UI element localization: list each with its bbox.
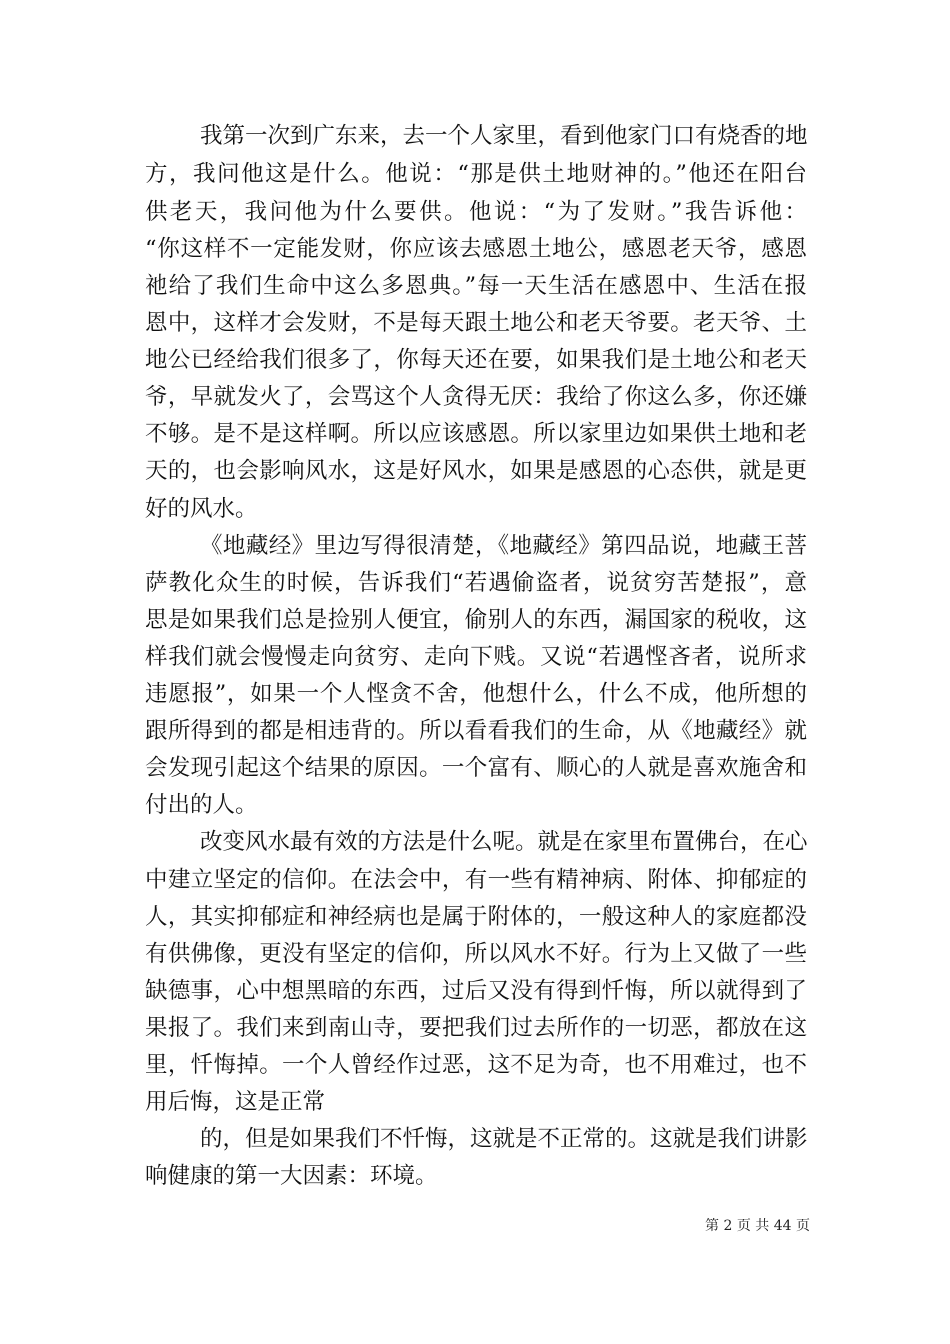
- paragraph-1-line-8: 爷，早就发火了，会骂这个人贪得无厌：我给了你这么多，你还嫌: [145, 384, 807, 410]
- paragraph-1-line-3: 供老天，我问他为什么要供。他说：“为了发财。”我告诉他：: [145, 199, 807, 225]
- paragraph-2-line-4: 样我们就会慢慢走向贫穷、走向下贱。又说“若遇悭吝者，说所求: [145, 644, 807, 670]
- paragraph-2-line-7: 会发现引起这个结果的原因。一个富有、顺心的人就是喜欢施舍和: [145, 755, 807, 781]
- paragraph-2-line-2: 萨教化众生的时候，告诉我们“若遇偷盗者，说贫穷苦楚报”，意: [145, 570, 807, 596]
- paragraph-1-line-11: 好的风水。: [145, 496, 258, 522]
- paragraph-1-line-7: 地公已经给我们很多了，你每天还在要，如果我们是土地公和老天: [145, 347, 807, 373]
- paragraph-4-line-2: 响健康的第一大因素：环境。: [145, 1163, 438, 1189]
- paragraph-4-line-1: 的，但是如果我们不忏悔，这就是不正常的。这就是我们讲影: [200, 1126, 808, 1152]
- paragraph-3-line-1: 改变风水最有效的方法是什么呢。就是在家里布置佛台，在心: [200, 829, 808, 855]
- paragraph-3-line-4: 有供佛像，更没有坚定的信仰，所以风水不好。行为上又做了一些: [145, 941, 807, 967]
- paragraph-3-line-3: 人，其实抑郁症和神经病也是属于附体的，一般这种人的家庭都没: [145, 904, 807, 930]
- paragraph-3-line-5: 缺德事，心中想黑暗的东西，过后又没有得到忏悔，所以就得到了: [145, 978, 807, 1004]
- paragraph-1-line-1: 我第一次到广东来，去一个人家里，看到他家门口有烧香的地: [200, 123, 808, 149]
- paragraph-3-line-7: 里，忏悔掉。一个人曾经作过恶，这不足为奇，也不用难过，也不: [145, 1052, 807, 1078]
- paragraph-1-line-9: 不够。是不是这样啊。所以应该感恩。所以家里边如果供土地和老: [145, 421, 807, 447]
- paragraph-2-line-8: 付出的人。: [145, 792, 258, 818]
- paragraph-1-line-6: 恩中，这样才会发财，不是每天跟土地公和老天爷要。老天爷、土: [145, 310, 807, 336]
- paragraph-1-line-10: 天的，也会影响风水，这是好风水，如果是感恩的心态供，就是更: [145, 458, 807, 484]
- paragraph-2-line-1: 《地藏经》里边写得很清楚，《地藏经》第四品说，地藏王菩: [200, 533, 807, 559]
- paragraph-1-line-4: “你这样不一定能发财，你应该去感恩土地公，感恩老天爷，感恩: [145, 236, 807, 262]
- paragraph-2-line-6: 跟所得到的都是相违背的。所以看看我们的生命，从《地藏经》就: [145, 718, 807, 744]
- paragraph-1-line-2: 方，我问他这是什么。他说：“那是供土地财神的。”他还在阳台: [145, 161, 807, 187]
- paragraph-3-line-6: 果报了。我们来到南山寺，要把我们过去所作的一切恶，都放在这: [145, 1015, 807, 1041]
- page-number-footer: 第 2 页 共 44 页: [705, 1218, 810, 1234]
- paragraph-3-line-8: 用后悔，这是正常: [145, 1089, 326, 1115]
- paragraph-3-line-2: 中建立坚定的信仰。在法会中，有一些有精神病、附体、抑郁症的: [145, 867, 807, 893]
- paragraph-2-line-3: 思是如果我们总是捡别人便宜，偷别人的东西，漏国家的税收，这: [145, 607, 807, 633]
- paragraph-1-line-5: 祂给了我们生命中这么多恩典。”每一天生活在感恩中、生活在报: [145, 273, 807, 299]
- paragraph-2-line-5: 违愿报”，如果一个人悭贪不舍，他想什么，什么不成，他所想的: [145, 681, 807, 707]
